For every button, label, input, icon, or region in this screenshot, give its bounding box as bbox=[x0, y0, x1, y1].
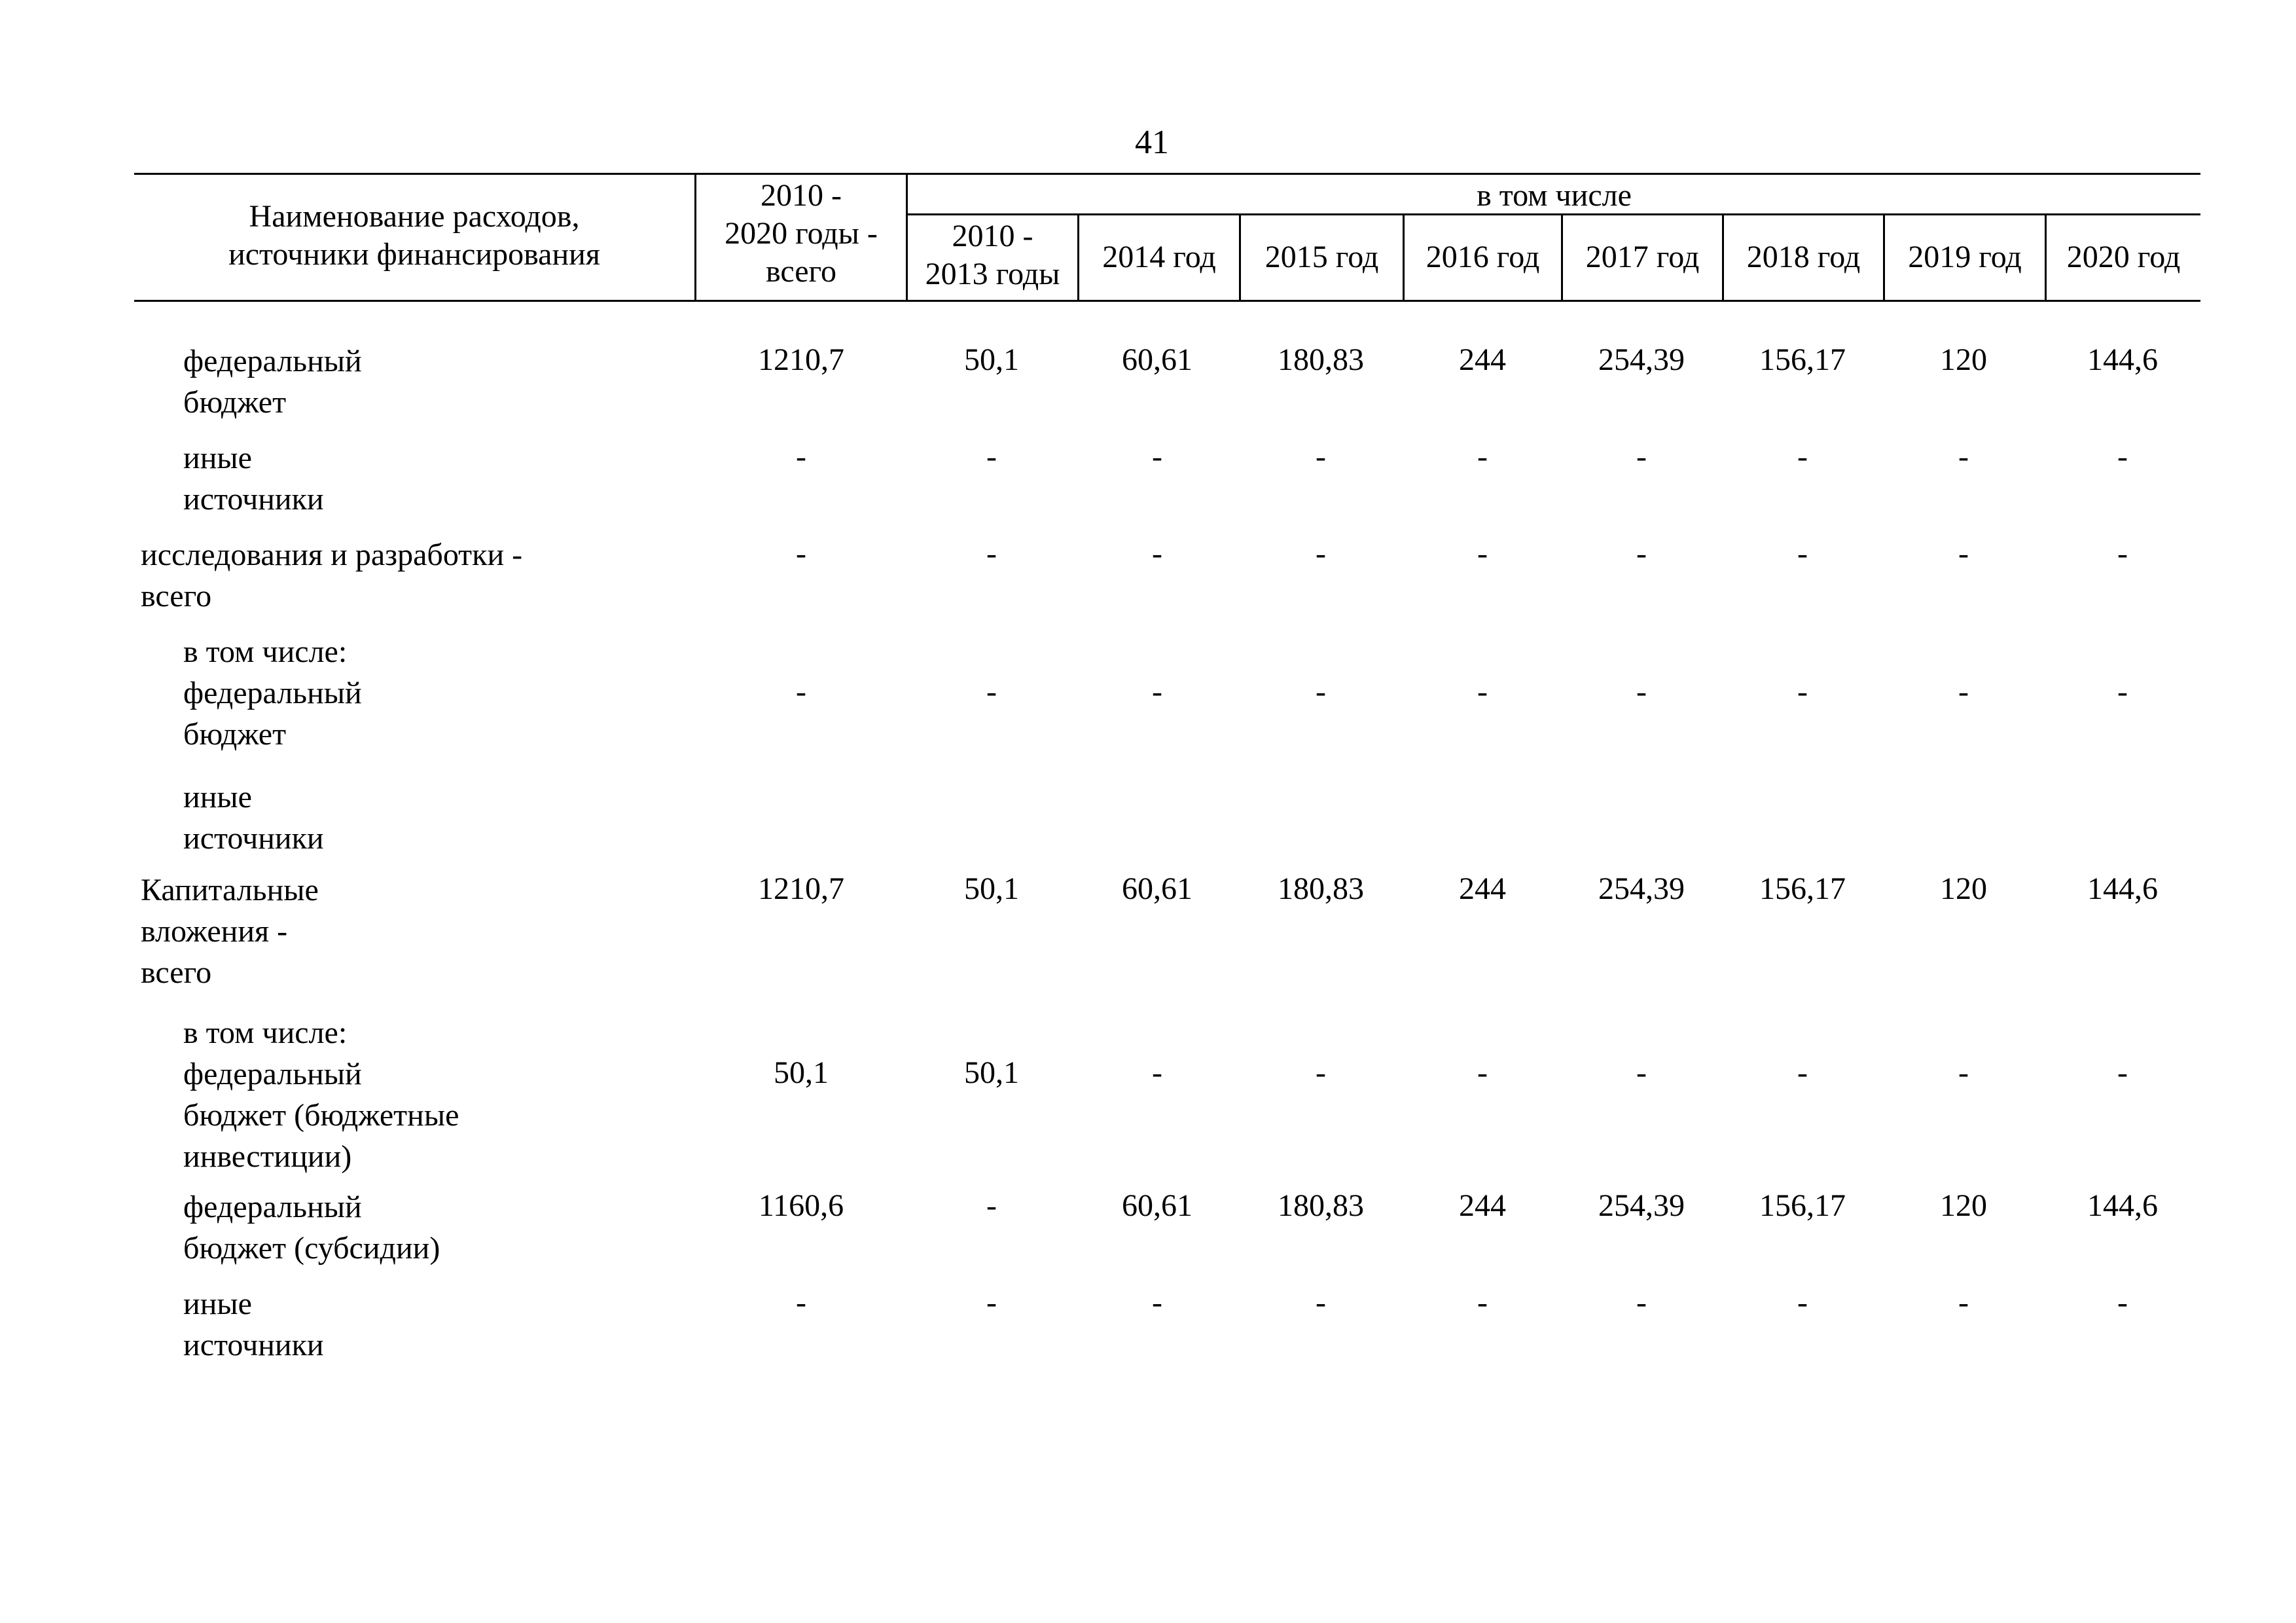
row-value: - bbox=[986, 1188, 997, 1223]
row-label-line: источники bbox=[183, 1328, 324, 1362]
row-value: - bbox=[986, 439, 997, 474]
row-value: - bbox=[796, 536, 806, 571]
row-value: - bbox=[1316, 674, 1326, 709]
row-value: - bbox=[1477, 1055, 1488, 1090]
row-value: - bbox=[1958, 674, 1969, 709]
row-label-line: всего bbox=[141, 579, 212, 613]
row-value: 156,17 bbox=[1759, 871, 1846, 906]
row-value: - bbox=[1636, 536, 1647, 571]
row-value: - bbox=[1477, 536, 1488, 571]
row-label-line: федеральный bbox=[183, 1190, 362, 1224]
row-label bbox=[183, 631, 362, 755]
row-value: 254,39 bbox=[1598, 871, 1685, 906]
row-label-line: бюджет bbox=[183, 385, 287, 420]
header-year: 2014 год bbox=[1102, 240, 1216, 274]
header-total-line: всего bbox=[765, 254, 837, 289]
row-label-line: федеральный bbox=[183, 676, 362, 710]
row-value: - bbox=[1477, 439, 1488, 474]
header-name-line: Наименование расходов, bbox=[249, 199, 580, 234]
row-value: - bbox=[1636, 674, 1647, 709]
row-value: - bbox=[1152, 439, 1162, 474]
row-value: - bbox=[1152, 1285, 1162, 1320]
row-value: - bbox=[1152, 1055, 1162, 1090]
row-value: - bbox=[1316, 1055, 1326, 1090]
row-label-line: федеральный bbox=[183, 344, 362, 378]
row-label-line: всего bbox=[141, 955, 212, 990]
row-label-line: бюджет (бюджетные bbox=[183, 1098, 459, 1133]
row-value: 50,1 bbox=[964, 1055, 1019, 1090]
row-value: - bbox=[1316, 1285, 1326, 1320]
row-value: 144,6 bbox=[2087, 1188, 2158, 1223]
row-label-line: Капитальные bbox=[141, 873, 319, 907]
row-value: 60,61 bbox=[1122, 1188, 1193, 1223]
row-label-line: бюджет (субсидии) bbox=[183, 1231, 440, 1266]
row-value: - bbox=[986, 1285, 997, 1320]
row-value: - bbox=[1958, 1285, 1969, 1320]
row-value: 244 bbox=[1459, 342, 1506, 377]
row-value: 60,61 bbox=[1122, 871, 1193, 906]
row-value: - bbox=[1316, 439, 1326, 474]
row-label-line: иные bbox=[183, 1286, 252, 1321]
row-value: 50,1 bbox=[964, 871, 1019, 906]
row-label-line: в том числе: bbox=[183, 634, 348, 669]
row-label bbox=[183, 776, 324, 859]
row-value: 244 bbox=[1459, 871, 1506, 906]
row-value: - bbox=[796, 1285, 806, 1320]
row-label-line: исследования и разработки - bbox=[141, 538, 523, 572]
row-label-line: источники bbox=[183, 821, 324, 856]
row-label-line: источники bbox=[183, 482, 324, 517]
header-period-line: 2013 годы bbox=[925, 257, 1060, 291]
row-value: - bbox=[1152, 674, 1162, 709]
row-label-line: инвестиции) bbox=[183, 1139, 352, 1174]
header-including: в том числе bbox=[1477, 178, 1632, 213]
row-value: 50,1 bbox=[964, 342, 1019, 377]
header-year: 2017 год bbox=[1585, 240, 1700, 274]
row-value: - bbox=[1797, 674, 1808, 709]
row-label-line: иные bbox=[183, 780, 252, 814]
row-value: - bbox=[796, 439, 806, 474]
row-value: - bbox=[796, 674, 806, 709]
row-label bbox=[183, 437, 324, 520]
row-value: 60,61 bbox=[1122, 342, 1193, 377]
header-year: 2019 год bbox=[1908, 240, 2022, 274]
row-label bbox=[141, 534, 522, 617]
header-bottom-rule bbox=[134, 300, 2200, 302]
row-value: - bbox=[2117, 1055, 2128, 1090]
row-label-line: в том числе: bbox=[183, 1015, 348, 1050]
row-label bbox=[183, 1186, 440, 1269]
header-total-line: 2010 - bbox=[761, 178, 842, 213]
row-value: 180,83 bbox=[1278, 1188, 1364, 1223]
row-value: 144,6 bbox=[2087, 871, 2158, 906]
row-value: - bbox=[1477, 1285, 1488, 1320]
row-value: 156,17 bbox=[1759, 342, 1846, 377]
row-value: - bbox=[2117, 674, 2128, 709]
row-value: - bbox=[1152, 536, 1162, 571]
row-value: - bbox=[1316, 536, 1326, 571]
row-value: 244 bbox=[1459, 1188, 1506, 1223]
row-value: 156,17 bbox=[1759, 1188, 1846, 1223]
row-label-line: иные bbox=[183, 441, 252, 475]
row-value: 50,1 bbox=[774, 1055, 829, 1090]
row-value: - bbox=[1958, 439, 1969, 474]
row-value: - bbox=[986, 674, 997, 709]
header-period-2010-2013 bbox=[908, 217, 1077, 293]
row-value: - bbox=[1797, 536, 1808, 571]
row-value: 1210,7 bbox=[758, 342, 844, 377]
row-value: 1160,6 bbox=[758, 1188, 844, 1223]
row-label bbox=[183, 1012, 459, 1177]
row-value: - bbox=[2117, 536, 2128, 571]
header-top-rule bbox=[134, 173, 2200, 175]
header-year: 2018 год bbox=[1746, 240, 1861, 274]
row-label bbox=[183, 340, 362, 423]
row-value: 120 bbox=[1940, 871, 1987, 906]
row-value: 254,39 bbox=[1598, 1188, 1685, 1223]
row-value: - bbox=[1958, 536, 1969, 571]
row-value: - bbox=[1636, 439, 1647, 474]
header-period-line: 2010 - bbox=[952, 219, 1033, 253]
header-name-line: источники финансирования bbox=[228, 237, 600, 272]
row-label-line: федеральный bbox=[183, 1057, 362, 1091]
header-total-column bbox=[696, 177, 906, 291]
row-value: 120 bbox=[1940, 342, 1987, 377]
row-value: - bbox=[1797, 439, 1808, 474]
row-value: 1210,7 bbox=[758, 871, 844, 906]
row-value: - bbox=[1797, 1055, 1808, 1090]
row-label-line: вложения - bbox=[141, 914, 288, 949]
row-label bbox=[183, 1283, 324, 1366]
row-value: 180,83 bbox=[1278, 342, 1364, 377]
row-value: - bbox=[1636, 1285, 1647, 1320]
header-name-column bbox=[134, 198, 694, 274]
row-value: - bbox=[1636, 1055, 1647, 1090]
row-label bbox=[141, 869, 319, 993]
page-number: 41 bbox=[1135, 124, 1169, 161]
header-year: 2020 год bbox=[2066, 240, 2181, 274]
row-label-line: бюджет bbox=[183, 717, 287, 752]
row-value: 180,83 bbox=[1278, 871, 1364, 906]
header-year: 2016 год bbox=[1426, 240, 1540, 274]
row-value: - bbox=[2117, 439, 2128, 474]
row-value: - bbox=[1797, 1285, 1808, 1320]
row-value: 254,39 bbox=[1598, 342, 1685, 377]
header-year: 2015 год bbox=[1265, 240, 1379, 274]
header-total-line: 2020 годы - bbox=[725, 216, 878, 251]
row-value: 144,6 bbox=[2087, 342, 2158, 377]
row-value: - bbox=[1477, 674, 1488, 709]
row-value: - bbox=[986, 536, 997, 571]
row-value: 120 bbox=[1940, 1188, 1987, 1223]
row-value: - bbox=[2117, 1285, 2128, 1320]
row-value: - bbox=[1958, 1055, 1969, 1090]
